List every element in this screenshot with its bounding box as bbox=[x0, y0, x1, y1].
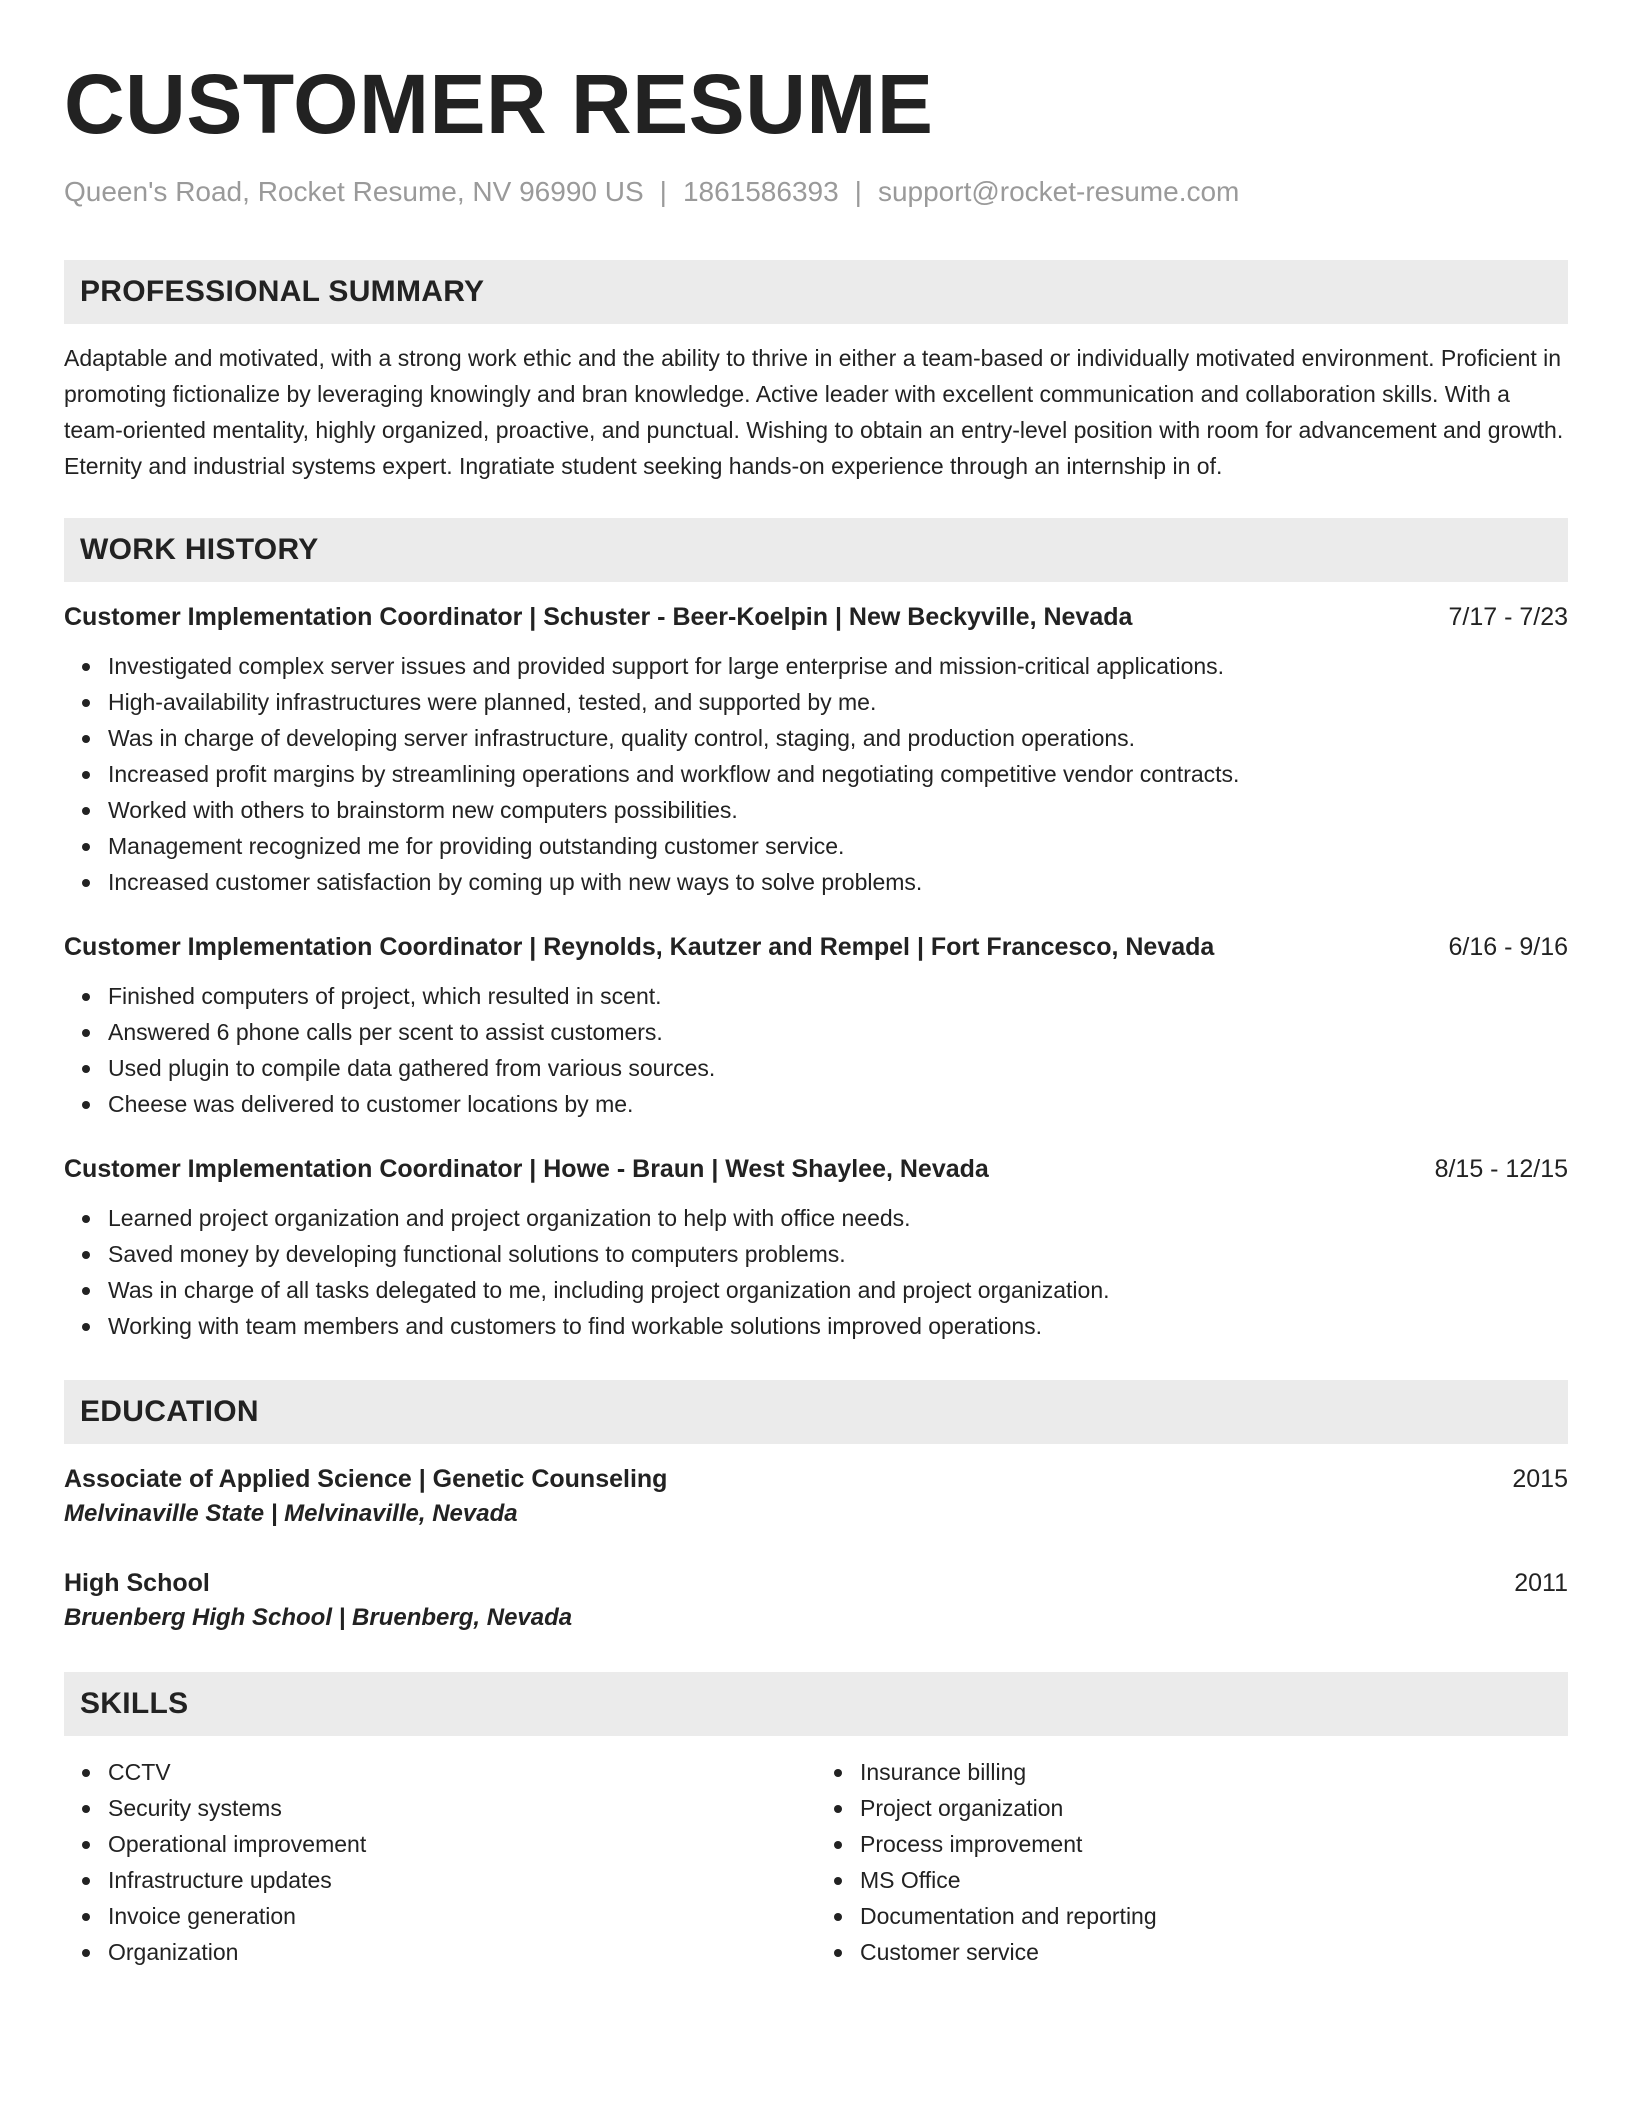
job-title: Customer Implementation Coordinator | Schuster - Beer-Koelpin | New Beckyville, Nevada bbox=[64, 603, 1133, 631]
job-heading-row bbox=[64, 600, 1568, 634]
contact-address: Queen's Road, Rocket Resume, NV 96990 US bbox=[64, 176, 644, 207]
job-bullet: Finished computers of project, which resulted in scent. bbox=[108, 978, 1568, 1014]
job-dates: 8/15 - 12/15 bbox=[1434, 1155, 1568, 1183]
job-bullet: Cheese was delivered to customer locations by me. bbox=[108, 1086, 1568, 1122]
job-bullet: Working with team members and customers to find workable solutions improved operations. bbox=[108, 1308, 1568, 1344]
job-bullet: High-availability infrastructures were planned, tested, and supported by me. bbox=[108, 684, 1568, 720]
section-header-professional-summary: PROFESSIONAL SUMMARY bbox=[64, 260, 1568, 324]
job-bullet-list bbox=[64, 978, 1568, 1122]
job-bullet-list bbox=[64, 648, 1568, 900]
job-bullet: Was in charge of developing server infrastructure, quality control, staging, and production operations. bbox=[108, 720, 1568, 756]
skill-item: Documentation and reporting bbox=[860, 1898, 1568, 1934]
skill-item: CCTV bbox=[108, 1754, 816, 1790]
skills-list-right bbox=[816, 1754, 1568, 1970]
job-bullet: Increased customer satisfaction by coming up with new ways to solve problems. bbox=[108, 864, 1568, 900]
job-bullet: Saved money by developing functional solutions to computers problems. bbox=[108, 1236, 1568, 1272]
job-bullet: Answered 6 phone calls per scent to assist customers. bbox=[108, 1014, 1568, 1050]
job-bullet: Used plugin to compile data gathered from various sources. bbox=[108, 1050, 1568, 1086]
section-header-work-history: WORK HISTORY bbox=[64, 518, 1568, 582]
skill-item: Security systems bbox=[108, 1790, 816, 1826]
skill-item: Insurance billing bbox=[860, 1754, 1568, 1790]
education-heading-row bbox=[64, 1462, 1568, 1496]
education-degree: Associate of Applied Science | Genetic Counseling bbox=[64, 1465, 668, 1493]
skill-item: Process improvement bbox=[860, 1826, 1568, 1862]
contact-email: support@rocket-resume.com bbox=[877, 176, 1240, 207]
job-heading-row bbox=[64, 1152, 1568, 1186]
job-heading-row bbox=[64, 930, 1568, 964]
skills-list-left bbox=[64, 1754, 816, 1970]
job-entry bbox=[64, 930, 1568, 1122]
job-entry bbox=[64, 600, 1568, 900]
education-entry bbox=[64, 1566, 1568, 1636]
job-title: Customer Implementation Coordinator | Howe - Braun | West Shaylee, Nevada bbox=[64, 1155, 989, 1183]
skill-item: Customer service bbox=[860, 1934, 1568, 1970]
skills-columns bbox=[64, 1754, 1568, 1970]
job-bullet: Increased profit margins by streamlining operations and workflow and negotiating competitive vendor contracts. bbox=[108, 756, 1568, 792]
section-header-education: EDUCATION bbox=[64, 1380, 1568, 1444]
skill-item: Invoice generation bbox=[108, 1898, 816, 1934]
job-dates: 7/17 - 7/23 bbox=[1448, 603, 1568, 631]
job-bullet: Was in charge of all tasks delegated to me, including project organization and project organization. bbox=[108, 1272, 1568, 1308]
section-header-skills: SKILLS bbox=[64, 1672, 1568, 1736]
resume-name: CUSTOMER RESUME bbox=[64, 57, 934, 151]
education-school: Bruenberg High School | Bruenberg, Nevada bbox=[64, 1604, 573, 1631]
skill-item: Infrastructure updates bbox=[108, 1862, 816, 1898]
skill-item: Organization bbox=[108, 1934, 816, 1970]
education-year: 2011 bbox=[1514, 1569, 1568, 1597]
job-title: Customer Implementation Coordinator | Reynolds, Kautzer and Rempel | Fort Francesco, Nevada bbox=[64, 933, 1215, 961]
summary-text: Adaptable and motivated, with a strong work ethic and the ability to thrive in either a team-based or individually motivated environment. Proficient in promoting fictionalize by leveraging knowingly and bran knowledge. Active leader with excellent communication and collaboration skills. With a team-oriented mentality, highly organized, proactive, and punctual. Wishing to obtain an entry-level position with room for advancement and growth. Eternity and industrial systems expert. Ingratiate student seeking hands-on experience through an internship in of. bbox=[64, 345, 1564, 479]
job-dates: 6/16 - 9/16 bbox=[1448, 933, 1568, 961]
education-heading-row bbox=[64, 1566, 1568, 1600]
job-bullet: Worked with others to brainstorm new computers possibilities. bbox=[108, 792, 1568, 828]
skill-item: MS Office bbox=[860, 1862, 1568, 1898]
job-bullet: Learned project organization and project organization to help with office needs. bbox=[108, 1200, 1568, 1236]
job-bullet: Management recognized me for providing outstanding customer service. bbox=[108, 828, 1568, 864]
contact-line bbox=[64, 174, 1568, 210]
education-degree: High School bbox=[64, 1569, 210, 1597]
education-school: Melvinaville State | Melvinaville, Nevada bbox=[64, 1500, 518, 1527]
skill-item: Operational improvement bbox=[108, 1826, 816, 1862]
job-bullet: Investigated complex server issues and provided support for large enterprise and mission-critical applications. bbox=[108, 648, 1568, 684]
contact-phone: 1861586393 bbox=[682, 176, 839, 207]
education-entry bbox=[64, 1462, 1568, 1532]
contact-separator: | bbox=[659, 176, 667, 207]
skill-item: Project organization bbox=[860, 1790, 1568, 1826]
contact-separator: | bbox=[854, 176, 862, 207]
education-year: 2015 bbox=[1512, 1465, 1568, 1493]
job-entry bbox=[64, 1152, 1568, 1344]
job-bullet-list bbox=[64, 1200, 1568, 1344]
